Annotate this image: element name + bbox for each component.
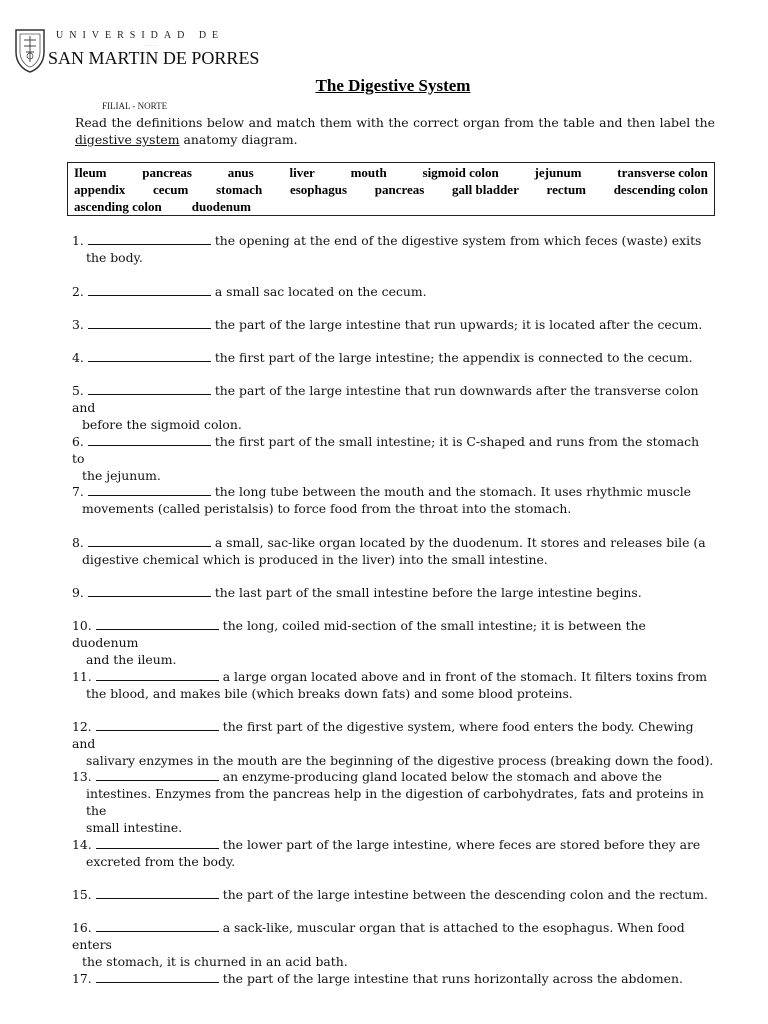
instructions-text-end: anatomy diagram. [179,132,298,147]
question-text: the opening at the end of the digestive system from which feces (waste) exits [214,233,702,248]
question-text: the first part of the digestive system, where food enters the body. Chewing and [72,719,694,751]
word-bank-term: mouth [350,165,387,180]
answer-blank[interactable] [96,719,219,731]
question-9 [72,584,714,601]
question-12 [72,718,714,769]
answer-blank[interactable] [88,233,211,245]
question-text-cont: the stomach, it is churned in an acid bath. [82,954,348,969]
word-bank-term: stomach [216,182,263,197]
answer-blank[interactable] [88,317,211,329]
question-text: an enzyme-producing gland located below the stomach and above the [222,769,663,784]
question-text-cont: movements (called peristalsis) to force food from the throat into the stomach. [82,501,572,516]
question-number: 7. [72,484,84,499]
answer-blank[interactable] [96,769,219,781]
question-number: 2. [72,284,84,299]
instructions-text: Read the definitions below and match them with the correct organ from the table and then label the [75,115,715,130]
word-bank-term: ascending colon [74,199,162,214]
question-number: 6. [72,434,84,449]
word-bank-term: duodenum [191,199,252,214]
question-text-cont: excreted from the body. [86,854,236,869]
question-text: the part of the large intestine between the descending colon and the rectum. [222,887,708,902]
answer-blank[interactable] [88,535,211,547]
question-text-cont: and the ileum. [86,652,177,667]
question-17 [72,970,714,987]
question-11 [72,668,714,702]
question-text: the part of the large intestine that run upwards; it is located after the cecum. [214,317,703,332]
answer-blank[interactable] [88,383,211,395]
question-text: a small, sac-like organ located by the duodenum. It stores and releases bile (a [214,535,706,550]
word-bank-term: esophagus [289,182,348,197]
instructions-underlined: digestive system [75,132,180,147]
word-bank-term: jejunum [534,165,582,180]
question-4 [72,349,714,366]
question-number: 8. [72,535,84,550]
university-logo [12,24,260,111]
answer-blank[interactable] [88,350,211,362]
word-bank-term: appendix [74,182,126,197]
word-bank-term: pancreas [374,182,425,197]
word-bank-term: descending colon [613,182,708,197]
branch-label: FILIAL - NORTE [102,101,168,111]
question-10 [72,617,714,668]
answer-blank[interactable] [96,887,219,899]
question-text: the long tube between the mouth and the stomach. It uses rhythmic muscle [214,484,692,499]
question-number: 13. [72,769,92,784]
question-text: a small sac located on the cecum. [214,284,427,299]
question-3 [72,316,714,333]
question-text-cont: the jejunum. [82,468,161,483]
question-15 [72,886,714,903]
question-2 [72,283,714,300]
university-name-top: UNIVERSIDAD DE [56,30,225,41]
question-text-cont: salivary enzymes in the mouth are the beginning of the digestive process (breaking down the food). [86,753,714,768]
question-text: the part of the large intestine that run downwards after the transverse colon and [72,383,699,415]
word-bank-row [74,199,708,215]
word-bank-term: cecum [153,182,189,197]
question-text: the first part of the small intestine; it is C-shaped and runs from the stomach to [72,434,700,466]
question-8 [72,534,714,568]
word-bank-term: Ileum [74,165,107,180]
question-5 [72,382,714,433]
question-7 [72,483,714,517]
word-bank-term: sigmoid colon [422,165,499,180]
question-1 [72,232,714,266]
question-text: the long, coiled mid-section of the small intestine; it is between the duodenum [72,618,646,650]
question-number: 9. [72,585,84,600]
word-bank-row [74,182,708,198]
answer-blank[interactable] [88,484,211,496]
word-bank-term: liver [289,165,315,180]
page-title: The Digestive System [315,76,471,95]
question-number: 16. [72,920,92,935]
word-bank-term: rectum [546,182,587,197]
question-number: 4. [72,350,84,365]
question-text-cont: digestive chemical which is produced in the liver) into the small intestine. [82,552,548,567]
question-number: 12. [72,719,92,734]
question-text-cont: the body. [86,250,143,265]
question-16 [72,919,714,970]
question-number: 10. [72,618,92,633]
question-number: 17. [72,971,92,986]
university-seal-icon [12,26,48,74]
instructions [75,114,715,148]
answer-blank[interactable] [96,837,219,849]
answer-blank[interactable] [96,920,219,932]
question-text-cont: before the sigmoid colon. [82,417,242,432]
word-bank-term: transverse colon [617,165,708,180]
answer-blank[interactable] [96,971,219,983]
question-text: the lower part of the large intestine, where feces are stored before they are [222,837,701,852]
question-number: 5. [72,383,84,398]
question-number: 15. [72,887,92,902]
question-text: the part of the large intestine that runs horizontally across the abdomen. [222,971,683,986]
word-bank-row [74,165,708,181]
word-bank-term: anus [227,165,254,180]
answer-blank[interactable] [96,618,219,630]
question-text-cont: intestines. Enzymes from the pancreas help in the digestion of carbohydrates, fats and proteins in the [86,786,704,818]
question-text: a sack-like, muscular organ that is attached to the esophagus. When food enters [72,920,685,952]
question-text-cont: small intestine. [86,820,183,835]
question-text: the last part of the small intestine before the large intestine begins. [214,585,642,600]
university-subtext: · · · · · · [144,43,158,48]
question-14 [72,836,714,870]
answer-blank[interactable] [88,585,211,597]
question-number: 1. [72,233,84,248]
question-6 [72,433,714,484]
word-bank-term: gall bladder [452,182,519,197]
answer-blank[interactable] [96,669,219,681]
question-text: the first part of the large intestine; the appendix is connected to the cecum. [214,350,693,365]
question-number: 3. [72,317,84,332]
question-number: 11. [72,669,92,684]
question-13 [72,768,714,836]
university-name-main: SAN MARTIN DE PORRES [48,48,260,68]
word-bank-term: pancreas [142,165,192,180]
answer-blank[interactable] [88,434,211,446]
answer-blank[interactable] [88,284,211,296]
question-number: 14. [72,837,92,852]
question-text-cont: the blood, and makes bile (which breaks down fats) and some blood proteins. [86,686,573,701]
word-bank [67,162,715,216]
question-text: a large organ located above and in front of the stomach. It filters toxins from [222,669,708,684]
